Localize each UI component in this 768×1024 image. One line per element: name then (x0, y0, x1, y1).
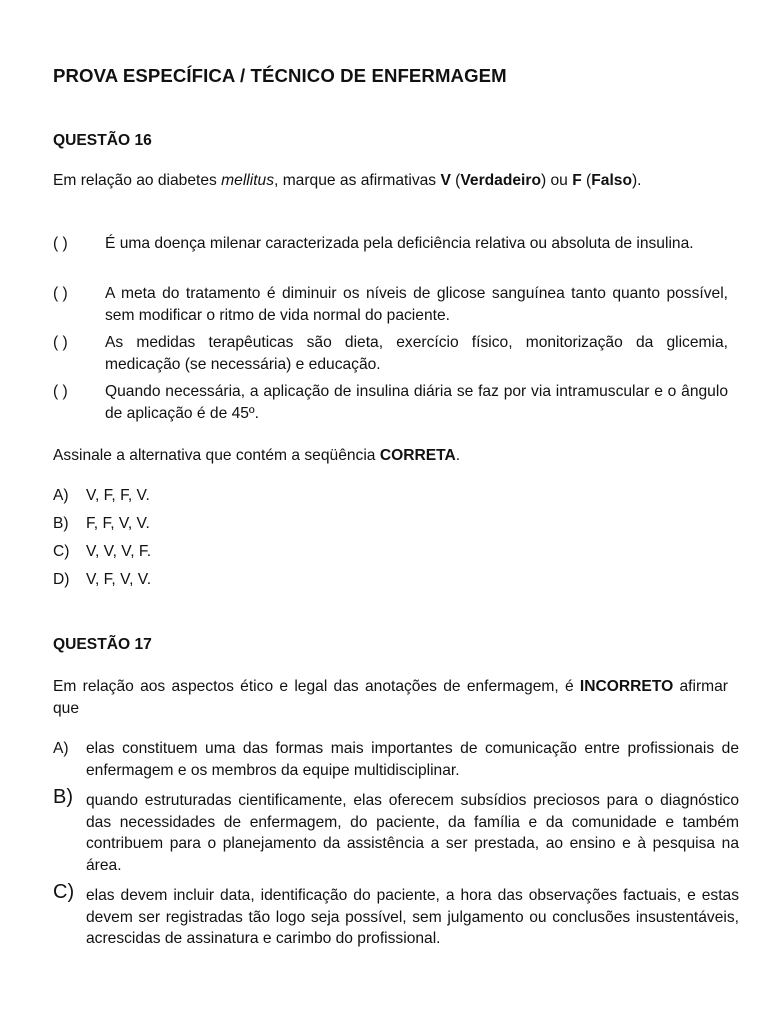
alternative-letter: C) (53, 881, 75, 903)
alternative-text: elas devem incluir data, identificação do paciente, a hora das observações factuais, e estas devem ser registradas tão logo seja possível, sem julgamento ou conclusões insustentáveis, acrescidas de assinatura e carimbo do profissional. (86, 887, 739, 947)
stem-text: Em relação aos aspectos ético e legal das anotações de enfermagem, é (53, 678, 580, 695)
question-16-heading: QUESTÃO 16 (53, 132, 152, 149)
q17-alternative-c (53, 881, 739, 950)
alternative-letter: A) (53, 487, 69, 504)
true-false-blank: ( ) (53, 383, 68, 400)
statement-3 (53, 332, 728, 375)
page-title: PROVA ESPECÍFICA / TÉCNICO DE ENFERMAGEM (53, 65, 507, 86)
statement-1 (53, 233, 728, 255)
prompt-text: . (455, 447, 461, 464)
stem-text: afirmar que (53, 678, 728, 717)
q17-alternative-b (53, 786, 739, 876)
statement-4 (53, 381, 728, 424)
true-false-blank: ( ) (53, 285, 68, 302)
q16-alternative-b (53, 513, 728, 535)
alternative-letter: B) (53, 786, 73, 808)
stem-v: V (440, 172, 451, 189)
statement-text: É uma doença milenar caracterizada pela deficiência relativa ou absoluta de insulina. (105, 235, 694, 252)
question-16-prompt (53, 445, 728, 467)
question-16-stem (53, 170, 728, 192)
statement-2 (53, 283, 728, 326)
prompt-text: Assinale a alternativa que contém a seqüência (53, 447, 380, 464)
stem-falso: Falso (591, 172, 632, 189)
alternative-text: V, F, F, V. (86, 487, 150, 504)
statement-text: A meta do tratamento é diminuir os níveis de glicose sanguínea tanto quanto possível, sem modificar o ritmo de vida normal do paciente. (105, 285, 728, 324)
statement-text: Quando necessária, a aplicação de insulina diária se faz por via intramuscular e o ângulo de aplicação é de 45º. (105, 383, 728, 422)
alternative-letter: C) (53, 543, 70, 560)
stem-text: , marque as afirmativas (274, 172, 441, 189)
stem-verdadeiro: Verdadeiro (460, 172, 541, 189)
statement-text: As medidas terapêuticas são dieta, exercício físico, monitorização da glicemia, medicação (se necessária) e educação. (105, 334, 728, 373)
true-false-blank: ( ) (53, 235, 68, 252)
stem-f: F (572, 172, 582, 189)
stem-text: ). (631, 172, 642, 189)
q16-alternative-a (53, 485, 728, 507)
alternative-letter: D) (53, 571, 70, 588)
alternative-text: F, F, V, V. (86, 515, 150, 532)
q16-alternative-d (53, 569, 728, 591)
q17-alternative-a (53, 738, 739, 781)
stem-text: Em relação ao diabetes (53, 172, 222, 189)
alternative-text: elas constituem uma das formas mais importantes de comunicação entre profissionais de enfermagem e os membros da equipe multidisciplinar. (86, 740, 739, 779)
question-17-stem (53, 676, 728, 719)
prompt-bold: CORRETA (379, 447, 456, 464)
q16-alternative-c (53, 541, 728, 563)
alternative-letter: B) (53, 515, 69, 532)
stem-italic-term: mellitus (221, 172, 275, 189)
stem-text: ) ou (540, 172, 573, 189)
stem-text: ( (450, 172, 461, 189)
stem-text: ( (581, 172, 592, 189)
alternative-text: quando estruturadas cientificamente, elas oferecem subsídios preciosos para o diagnóstico das necessidades de enfermagem, do paciente, da família e da comunidade e também contribuem para o planejamento da assistência a ser prestada, ao ensino e à pesquisa na área. (86, 792, 739, 874)
alternative-text: V, V, V, F. (86, 543, 152, 560)
stem-bold: INCORRETO (579, 678, 674, 695)
question-17-heading: QUESTÃO 17 (53, 636, 152, 653)
alternative-letter: A) (53, 740, 69, 757)
true-false-blank: ( ) (53, 334, 68, 351)
alternative-text: V, F, V, V. (86, 571, 152, 588)
